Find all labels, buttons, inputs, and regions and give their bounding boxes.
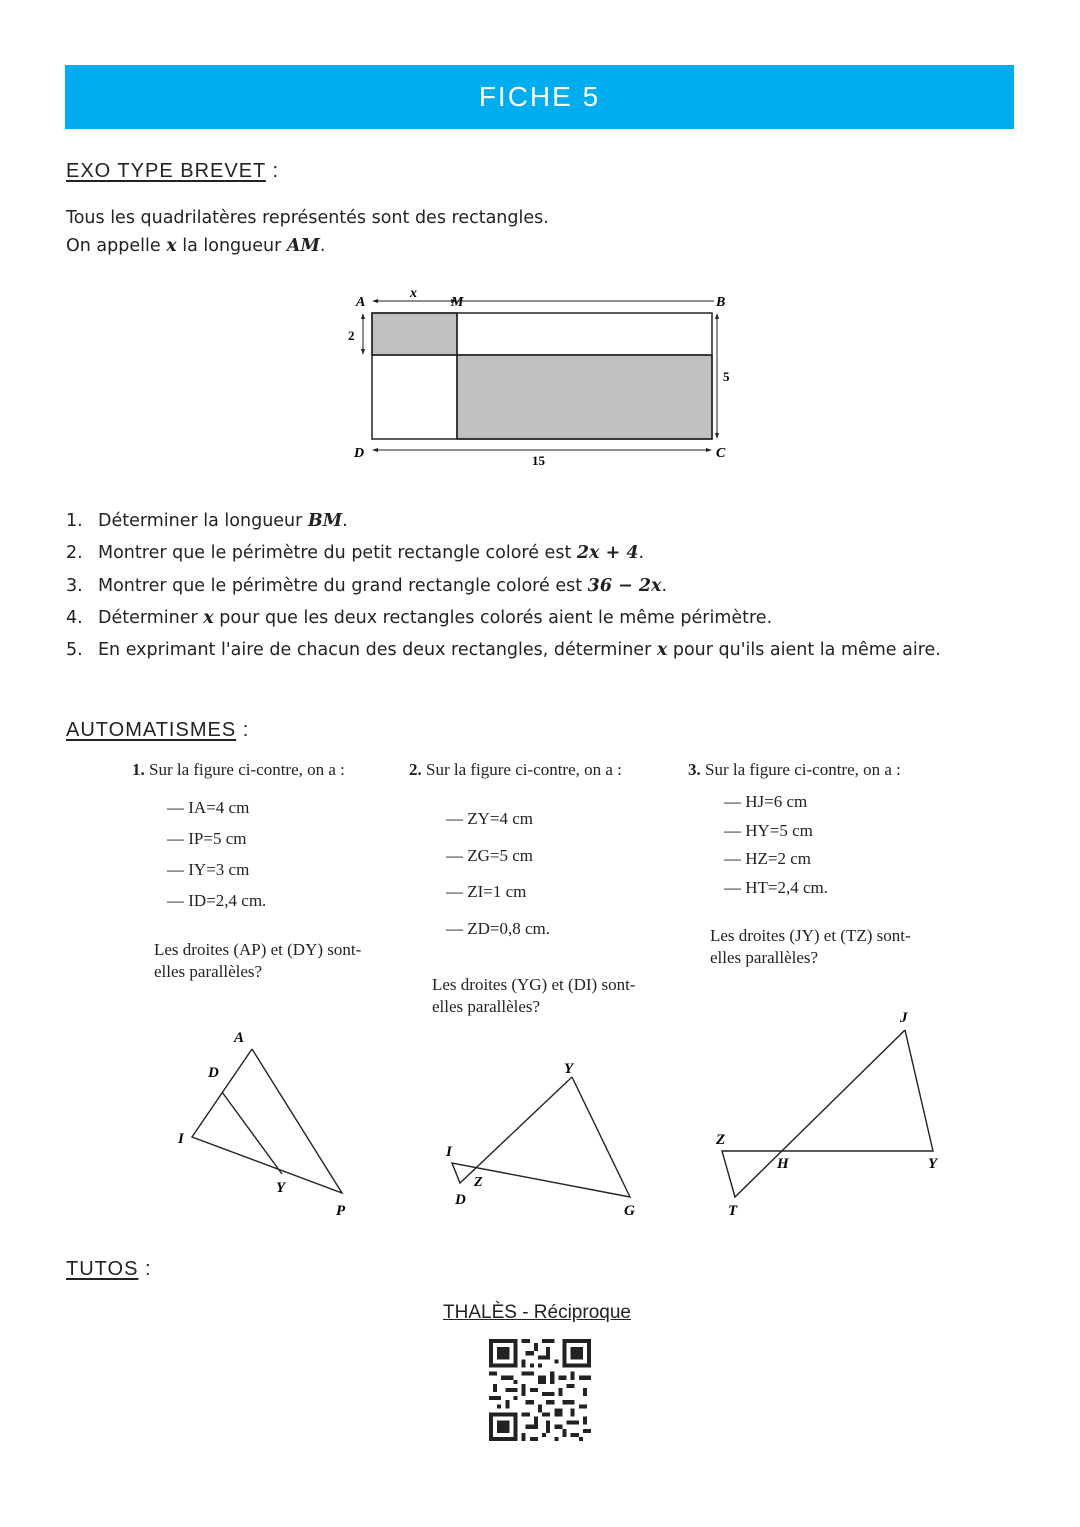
section-automatismes-title: AUTOMATISMES : [66, 719, 250, 741]
given-item: — HJ=6 cm [724, 792, 808, 811]
point-P: P [336, 1203, 346, 1219]
question-item: 2. Montrer que le périmètre du petit rectangle coloré est 2x + 4. [66, 543, 645, 564]
point-D: D [208, 1065, 219, 1081]
rectangles-figure [330, 282, 750, 472]
exercise-1-figure [170, 1025, 370, 1225]
point-J: J [900, 1010, 908, 1026]
page-title: FICHE 5 [478, 81, 601, 112]
label-x: x [410, 286, 417, 301]
header-banner [65, 65, 1014, 129]
exercise-3-figure [700, 1005, 950, 1220]
tutos-title-text: TUTOS [66, 1258, 139, 1280]
exo-title-text: EXO TYPE BREVET [66, 160, 266, 182]
point-D: D [455, 1192, 466, 1208]
intro-line-2: On appelle x la longueur AM. [66, 236, 326, 256]
given-item: — ZG=5 cm [446, 845, 534, 865]
point-Y: Y [276, 1180, 286, 1196]
large-colored-rect [457, 355, 712, 439]
given-item: — HT=2,4 cm. [724, 878, 829, 898]
label-D: D [354, 446, 365, 461]
given-item: — ZY=4 cm [446, 809, 534, 828]
exercise-3-question: Les droites (JY) et (TZ) sont- elles parallèles? [710, 926, 911, 967]
given-item: — ID=2,4 cm. [167, 891, 267, 910]
label-M: M [451, 295, 464, 310]
point-Z: Z [716, 1132, 726, 1148]
given-item: — IP=5 cm [167, 829, 247, 848]
point-H: H [777, 1156, 789, 1172]
intro-var: x [166, 236, 177, 256]
point-I: I [178, 1131, 184, 1147]
given-item: — IY=3 cm [167, 860, 250, 879]
question-item: 4. Déterminer x pour que les deux rectangles colorés aient le même périmètre. [66, 607, 773, 628]
given-item: — IA=4 cm [167, 798, 250, 817]
point-T: T [728, 1203, 738, 1219]
dim-15: 15 [532, 453, 545, 468]
exo-intro [66, 204, 549, 260]
exercise-2-given [446, 801, 550, 947]
qr-code-icon[interactable] [489, 1339, 591, 1441]
section-exo-title: EXO TYPE BREVET : [66, 160, 280, 182]
exercise-2-heading: 2. Sur la figure ci-contre, on a : [409, 760, 622, 779]
exo-questions [66, 505, 941, 666]
intro-line-1: Tous les quadrilatères représentés sont des rectangles. [66, 208, 549, 228]
point-G: G [624, 1203, 635, 1219]
automatismes-title-text: AUTOMATISMES [66, 719, 237, 741]
exercise-1-given [167, 792, 266, 916]
dim-5: 5 [723, 369, 730, 384]
label-A: A [356, 295, 366, 310]
question-item: 3. Montrer que le périmètre du grand rectangle coloré est 36 − 2x. [66, 575, 668, 596]
given-item: — ZD=0,8 cm. [446, 918, 551, 938]
tuto-link-thales[interactable]: THALÈS - Réciproque [443, 1302, 631, 1323]
label-C: C [716, 446, 726, 461]
intro-seg: AM [286, 236, 320, 256]
exercise-3-given [724, 788, 828, 903]
exercise-3-heading: 3. Sur la figure ci-contre, on a : [688, 760, 901, 779]
point-A: A [234, 1030, 245, 1046]
exercise-2-question: Les droites (YG) et (DI) sont- elles parallèles? [432, 975, 636, 1016]
question-item: 5. En exprimant l'aire de chacun des deux rectangles, déterminer x pour qu'ils aient la même aire. [66, 640, 941, 661]
point-Y: Y [928, 1156, 938, 1172]
given-item: — HY=5 cm [724, 820, 813, 840]
dim-2: 2 [348, 328, 355, 343]
exercise-1-question: Les droites (AP) et (DY) sont- elles parallèles? [154, 940, 362, 981]
exercise-1-heading: 1. Sur la figure ci-contre, on a : [132, 760, 345, 779]
question-item: 1. Déterminer la longueur BM. [66, 511, 348, 531]
small-colored-rect [372, 313, 457, 355]
section-tutos-title: TUTOS : [66, 1258, 152, 1280]
point-I: I [446, 1144, 452, 1160]
point-Y: Y [564, 1061, 574, 1077]
exercise-2-figure [430, 1055, 650, 1220]
point-Z: Z [474, 1175, 483, 1190]
given-item: — HZ=2 cm [724, 849, 812, 869]
label-B: B [716, 295, 726, 310]
given-item: — ZI=1 cm [446, 882, 527, 901]
